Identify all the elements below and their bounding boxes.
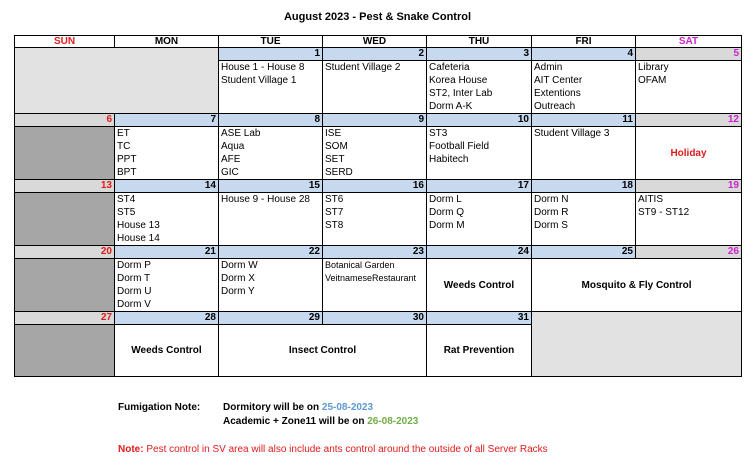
week3-number-row — [15, 180, 742, 193]
day-cell-fri — [532, 61, 636, 114]
date-number: 24 — [427, 246, 532, 259]
day-cell-wed — [323, 127, 427, 180]
date-number: 13 — [15, 180, 115, 193]
day-cell-mon — [115, 193, 219, 246]
task-item: ST8 — [325, 220, 344, 231]
day-cell-fri — [532, 193, 636, 246]
fumigation-date: 26-08-2023 — [367, 416, 419, 427]
week2-number-row — [15, 114, 742, 127]
day-cell-wed — [323, 193, 427, 246]
day-cell-tue — [219, 193, 323, 246]
task-item: House 1 - House 8 — [221, 62, 305, 73]
task-item: Library — [638, 62, 669, 73]
task-item: Outreach — [534, 101, 576, 112]
date-number: 26 — [636, 246, 742, 259]
day-cell-tue — [219, 259, 323, 312]
task-item: BPT — [117, 167, 137, 178]
date-number: 25 — [532, 246, 636, 259]
task-item: ST7 — [325, 207, 344, 218]
task-item: Dorm Y — [221, 286, 255, 297]
date-number: 3 — [427, 48, 532, 61]
week1-number-row — [15, 48, 742, 61]
fumigation-note-label: Fumigation Note: — [118, 402, 201, 413]
day-cell-thu — [427, 127, 532, 180]
task-item: SET — [325, 154, 345, 165]
calendar-title: August 2023 - Pest & Snake Control — [283, 11, 472, 23]
date-number: 11 — [532, 114, 636, 127]
day-cell-wed — [323, 259, 427, 312]
task-item: Dorm N — [534, 194, 569, 205]
task-item: OFAM — [638, 75, 667, 86]
task-item: Student Village 3 — [534, 128, 610, 139]
task-item: Dorm T — [117, 273, 151, 284]
date-number: 19 — [636, 180, 742, 193]
week5-number-row — [15, 312, 742, 325]
task-item: ST4 — [117, 194, 136, 205]
week3-content-row — [15, 193, 742, 246]
date-number: 17 — [427, 180, 532, 193]
task-item: Dorm U — [117, 286, 152, 297]
fumigation-date: 25-08-2023 — [321, 402, 374, 413]
empty-days-block — [15, 48, 219, 114]
day-cell-thu — [427, 193, 532, 246]
task-item: Student Village 1 — [221, 75, 297, 86]
date-number: 10 — [427, 114, 532, 127]
day-cell-tue — [219, 61, 323, 114]
rat-prevention-label: Rat Prevention — [427, 325, 532, 377]
date-number: 1 — [219, 48, 323, 61]
weeds-control-label: Weeds Control — [427, 259, 532, 312]
task-item: Cafeteria — [429, 62, 470, 73]
task-item: AFE — [221, 154, 241, 165]
task-item: Dorm L — [429, 194, 462, 205]
note-text: Pest control in SV area will also include ants control around the outside of all Server Racks — [143, 444, 548, 455]
week4-content-row — [15, 259, 742, 312]
fumigation-line-academic — [223, 416, 418, 427]
insect-control-label: Insect Control — [219, 325, 427, 377]
task-item: Dorm A-K — [429, 101, 473, 112]
day-cell-sun — [15, 259, 115, 312]
task-item: ET — [117, 128, 130, 139]
date-number: 23 — [323, 246, 427, 259]
task-item: Student Village 2 — [325, 62, 401, 73]
task-item: Admin — [534, 62, 563, 73]
task-item: Dorm Q — [429, 207, 464, 218]
date-number: 4 — [532, 48, 636, 61]
task-item: TC — [117, 141, 131, 152]
day-cell-sat — [636, 193, 742, 246]
task-item: Habitech — [429, 154, 469, 165]
day-header-tue: TUE — [219, 36, 323, 48]
task-item: SERD — [325, 167, 353, 178]
day-header-row — [15, 36, 742, 48]
day-header-wed: WED — [323, 36, 427, 48]
calendar-grid — [14, 35, 742, 377]
date-number: 30 — [323, 312, 427, 325]
day-cell-wed — [323, 61, 427, 114]
date-number: 5 — [636, 48, 742, 61]
day-header-sat: SAT — [636, 36, 742, 48]
date-number: 20 — [15, 246, 115, 259]
task-item: House 9 - House 28 — [221, 194, 310, 205]
task-item: ST2, Inter Lab — [429, 88, 493, 99]
day-header-fri: FRI — [532, 36, 636, 48]
task-item: AIT Center — [534, 75, 583, 86]
note-label: Note: — [118, 444, 144, 455]
holiday-label: Holiday — [636, 127, 742, 180]
task-item: GIC — [221, 167, 239, 178]
week4-number-row — [15, 246, 742, 259]
task-item: PPT — [117, 154, 137, 165]
date-number: 2 — [323, 48, 427, 61]
task-item: Dorm W — [221, 260, 258, 271]
pest-control-note — [118, 444, 548, 455]
task-item: House 14 — [117, 233, 160, 244]
date-number: 14 — [115, 180, 219, 193]
task-item: Football Field — [429, 141, 490, 152]
day-cell-tue — [219, 127, 323, 180]
fumigation-text: Academic + Zone11 will be on — [223, 416, 368, 427]
task-item: Dorm M — [429, 220, 465, 231]
date-number: 16 — [323, 180, 427, 193]
date-number: 21 — [115, 246, 219, 259]
day-cell-fri — [532, 127, 636, 180]
day-header-sun: SUN — [15, 36, 115, 48]
date-number: 15 — [219, 180, 323, 193]
task-item: Aqua — [221, 141, 245, 152]
day-cell-sun — [15, 127, 115, 180]
task-item: ST5 — [117, 207, 136, 218]
date-number: 6 — [15, 114, 115, 127]
task-item: Dorm V — [117, 299, 151, 310]
task-item: ST3 — [429, 128, 448, 139]
task-item: ST6 — [325, 194, 344, 205]
date-number: 29 — [219, 312, 323, 325]
task-item: Dorm S — [534, 220, 568, 231]
day-cell-thu — [427, 61, 532, 114]
day-cell-sun — [15, 325, 115, 377]
date-number: 22 — [219, 246, 323, 259]
date-number: 31 — [427, 312, 532, 325]
task-item: House 13 — [117, 220, 160, 231]
empty-days-block — [532, 312, 742, 377]
date-number: 27 — [15, 312, 115, 325]
mosquito-fly-control-label: Mosquito & Fly Control — [532, 259, 742, 312]
date-number: 12 — [636, 114, 742, 127]
task-item: ST9 - ST12 — [638, 207, 690, 218]
task-item: ISE — [325, 128, 342, 139]
task-item: Extentions — [534, 88, 581, 99]
date-number: 7 — [115, 114, 219, 127]
task-item: VeitnameseRestaurant — [325, 273, 417, 283]
day-cell-mon — [115, 127, 219, 180]
weeds-control-label: Weeds Control — [115, 325, 219, 377]
week2-content-row — [15, 127, 742, 180]
task-item: Korea House — [429, 75, 488, 86]
day-header-thu: THU — [427, 36, 532, 48]
fumigation-text: Dormitory will be on — [223, 402, 322, 413]
date-number: 8 — [219, 114, 323, 127]
day-cell-mon — [115, 259, 219, 312]
task-item: SOM — [325, 141, 348, 152]
task-item: AITIS — [638, 194, 664, 205]
task-item: Dorm X — [221, 273, 255, 284]
date-number: 9 — [323, 114, 427, 127]
task-item: Dorm R — [534, 207, 569, 218]
date-number: 18 — [532, 180, 636, 193]
task-item: ASE Lab — [221, 128, 261, 139]
fumigation-line-dormitory — [223, 402, 373, 413]
day-header-mon: MON — [115, 36, 219, 48]
day-cell-sat — [636, 61, 742, 114]
task-item: Dorm P — [117, 260, 151, 271]
date-number: 28 — [115, 312, 219, 325]
day-cell-sun — [15, 193, 115, 246]
task-item: Botanical Garden — [325, 260, 395, 270]
